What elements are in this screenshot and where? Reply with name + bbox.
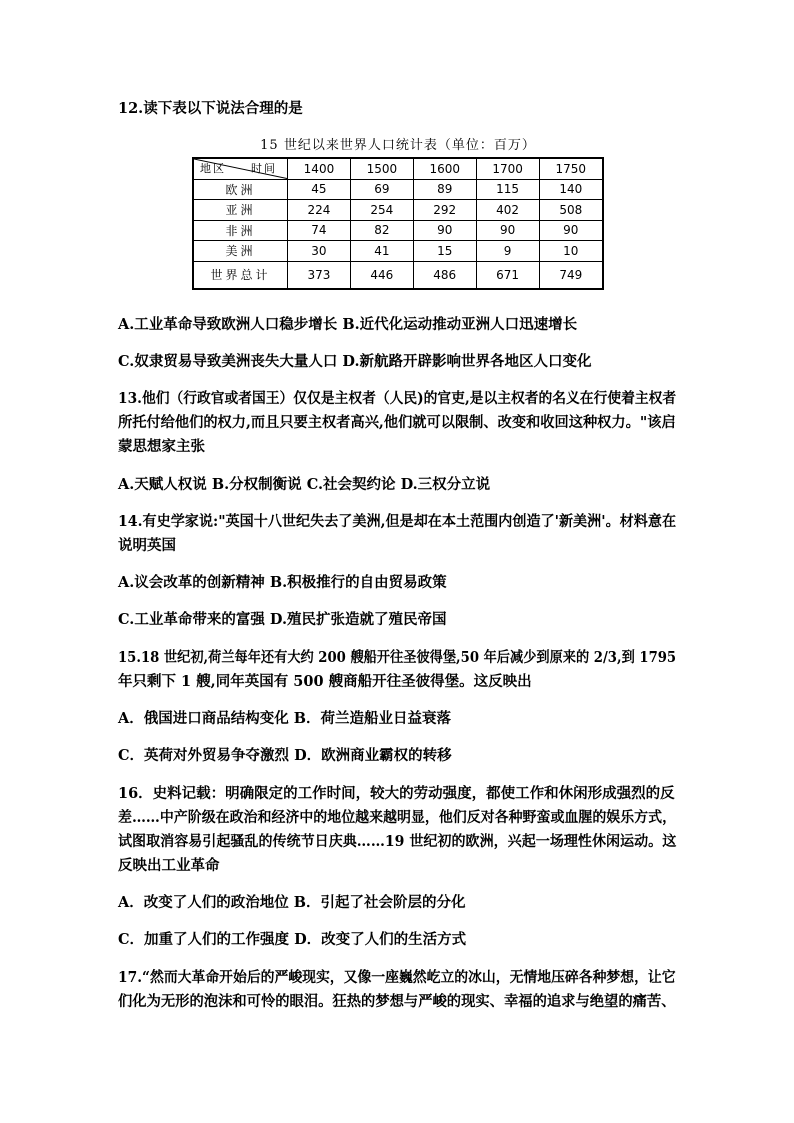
year-header: 1500 — [350, 158, 413, 179]
q12-stem: 12.读下表以下说法合理的是 — [118, 100, 303, 117]
region-cell: 亚洲 — [193, 200, 288, 221]
q16-stem-line-1: 16．史料记载：明确限定的工作时间，较大的劳动强度，都使工作和休闲形成强烈的反 — [118, 785, 675, 802]
value-cell: 749 — [539, 261, 603, 289]
q14-stem-line-2: 说明英国 — [118, 537, 176, 554]
value-cell: 486 — [413, 261, 476, 289]
table-header-row — [193, 158, 603, 179]
corner-time-label: 时间 — [251, 162, 277, 175]
corner-region-label: 地区 — [200, 162, 226, 175]
q14-stem-line-1: 14.有史学家说:"英国十八世纪失去了美洲,但是却在本土范围内创造了'新美洲'。材料意在 — [118, 513, 677, 530]
q13-stem-line-1: 13.他们（行政官或者国王）仅仅是主权者（人民)的官吏,是以主权者的名义在行使着主权者 — [118, 390, 677, 407]
value-cell: 446 — [350, 261, 413, 289]
year-header: 1700 — [476, 158, 539, 179]
value-cell: 373 — [288, 261, 351, 289]
value-cell: 224 — [288, 200, 351, 221]
region-cell: 欧洲 — [193, 179, 288, 200]
table-row — [193, 179, 603, 200]
value-cell: 508 — [539, 200, 603, 221]
value-cell: 82 — [350, 220, 413, 241]
table-row — [193, 200, 603, 221]
q14-options-cd: C.工业革命带来的富强 D.殖民扩张造就了殖民帝国 — [118, 611, 447, 628]
q15-stem-line-2: 年只剩下 1 艘,同年英国有 500 艘商船开往圣彼得堡。这反映出 — [118, 673, 532, 690]
region-cell: 非洲 — [193, 220, 288, 241]
q14-options-ab: A.议会改革的创新精神 B.积极推行的自由贸易政策 — [118, 574, 447, 591]
value-cell: 69 — [350, 179, 413, 200]
q15-options-cd: C．英荷对外贸易争夺激烈 D．欧洲商业霸权的转移 — [118, 747, 452, 764]
q16-options-ab: A．改变了人们的政治地位 B．引起了社会阶层的分化 — [118, 894, 466, 911]
value-cell: 254 — [350, 200, 413, 221]
table-row — [193, 241, 603, 262]
value-cell: 10 — [539, 241, 603, 262]
table-total-row — [193, 261, 603, 289]
value-cell: 140 — [539, 179, 603, 200]
q13-stem-line-3: 蒙思想家主张 — [118, 438, 205, 455]
population-table — [192, 157, 604, 290]
value-cell: 45 — [288, 179, 351, 200]
q16-stem-line-4: 反映出工业革命 — [118, 857, 220, 874]
q15-options-ab: A．俄国进口商品结构变化 B．荷兰造船业日益衰落 — [118, 710, 452, 727]
q16-stem-line-2: 差……中产阶级在政治和经济中的地位越来越明显，他们反对各种野蛮或血腥的娱乐方式， — [118, 809, 677, 826]
year-header: 1400 — [288, 158, 351, 179]
q17-stem-line-1: 17.“然而大革命开始后的严峻现实，又像一座巍然屹立的冰山，无情地压碎各种梦想，让它 — [118, 969, 676, 986]
region-cell: 世界总计 — [193, 261, 288, 289]
value-cell: 90 — [413, 220, 476, 241]
q13-options: A.天赋人权说 B.分权制衡说 C.社会契约论 D.三权分立说 — [118, 476, 491, 493]
value-cell: 115 — [476, 179, 539, 200]
value-cell: 41 — [350, 241, 413, 262]
table-caption: 15 世纪以来世界人口统计表（单位：百万） — [260, 138, 536, 153]
q12-options-ab: A.工业革命导致欧洲人口稳步增长 B.近代化运动推动亚洲人口迅速增长 — [118, 316, 578, 333]
year-header: 1600 — [413, 158, 476, 179]
value-cell: 74 — [288, 220, 351, 241]
value-cell: 90 — [539, 220, 603, 241]
value-cell: 89 — [413, 179, 476, 200]
value-cell: 292 — [413, 200, 476, 221]
q16-options-cd: C．加重了人们的工作强度 D．改变了人们的生活方式 — [118, 931, 467, 948]
year-header: 1750 — [539, 158, 603, 179]
q13-stem-line-2: 所托付给他们的权力,而且只要主权者高兴,他们就可以限制、改变和收回这种权力。"该启 — [118, 414, 676, 431]
table-corner-cell — [193, 158, 288, 179]
q17-stem-line-2: 们化为无形的泡沫和可怜的眼泪。狂热的梦想与严峻的现实、幸福的追求与绝望的痛苦、 — [118, 993, 676, 1010]
value-cell: 15 — [413, 241, 476, 262]
region-cell: 美洲 — [193, 241, 288, 262]
value-cell: 402 — [476, 200, 539, 221]
table-row — [193, 220, 603, 241]
value-cell: 90 — [476, 220, 539, 241]
q12-options-cd: C.奴隶贸易导致美洲丧失大量人口 D.新航路开辟影响世界各地区人口变化 — [118, 353, 592, 370]
value-cell: 671 — [476, 261, 539, 289]
value-cell: 30 — [288, 241, 351, 262]
q16-stem-line-3: 试图取消容易引起骚乱的传统节日庆典……19 世纪初的欧洲，兴起一场理性休闲运动。这 — [118, 833, 677, 850]
value-cell: 9 — [476, 241, 539, 262]
q15-stem-line-1: 15.18 世纪初,荷兰每年还有大约 200 艘船开往圣彼得堡,50 年后减少到原来的 2/3,到 1795 — [118, 649, 677, 666]
